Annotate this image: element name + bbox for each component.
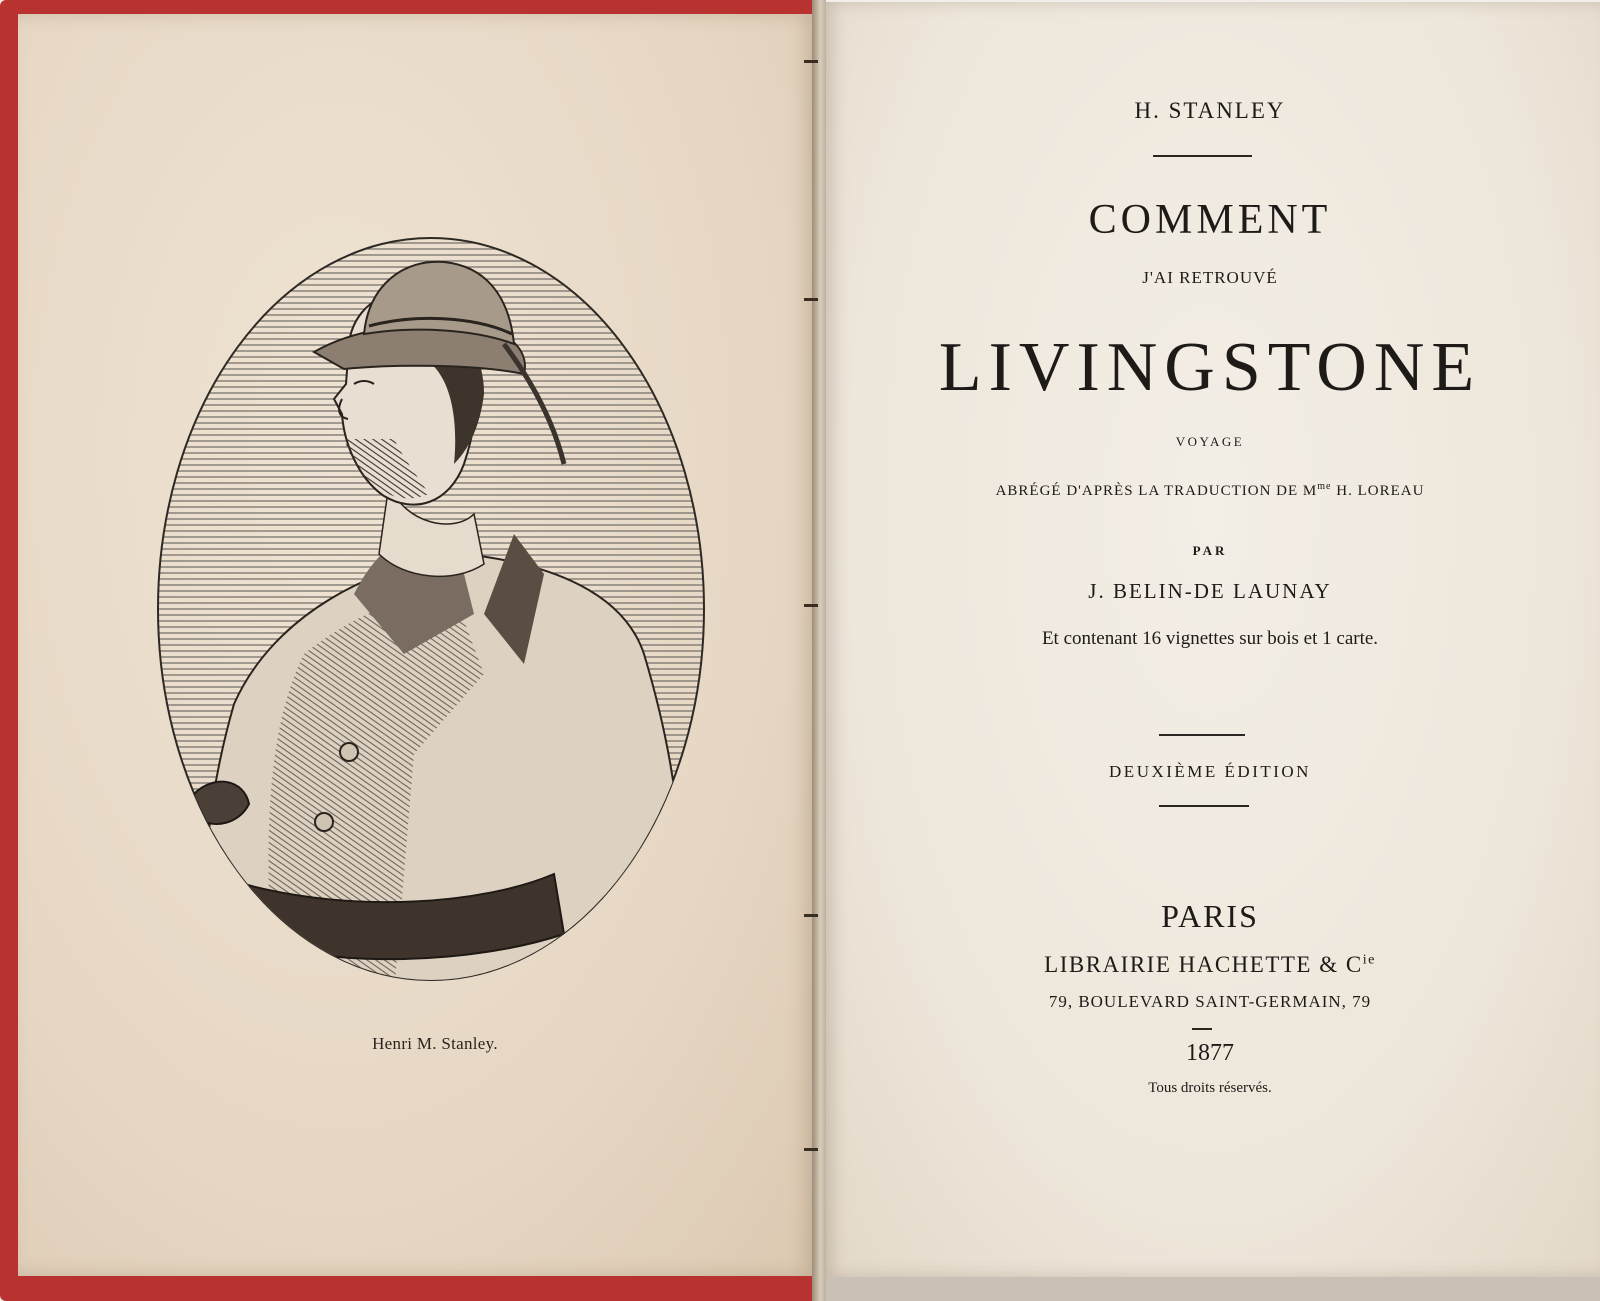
binding-stitch: [804, 1148, 818, 1151]
publisher-superscript: ie: [1362, 952, 1376, 968]
author-name: H. STANLEY: [1134, 98, 1286, 123]
divider-rule: [1159, 805, 1249, 807]
publication-city: PARIS: [1161, 898, 1259, 934]
publisher-line: [820, 952, 1600, 978]
abridgement-line: [820, 481, 1600, 500]
title-line-1: COMMENT: [1088, 197, 1332, 243]
binding-stitch: [804, 298, 818, 301]
publication-year: 1877: [1186, 1040, 1234, 1066]
divider-rule: [1153, 155, 1252, 157]
publisher-name: LIBRAIRIE HACHETTE & C: [1044, 952, 1363, 977]
contents-note: Et contenant 16 vignettes sur bois et 1 carte.: [1041, 628, 1379, 649]
portrait-illustration: [154, 234, 708, 984]
divider-rule: [1192, 1028, 1212, 1030]
main-title: LIVINGSTONE: [938, 329, 1482, 406]
divider-rule: [1159, 734, 1245, 736]
binding-stitch: [804, 914, 818, 917]
page-edge-strip: [820, 1277, 1600, 1301]
stanley-portrait-engraving: [154, 234, 708, 984]
by-label: PAR: [1192, 543, 1228, 558]
rights-notice: Tous droits réservés.: [1148, 1080, 1272, 1096]
abridgement-suffix: H. LOREAU: [1331, 483, 1425, 499]
publisher-address: 79, BOULEVARD SAINT-GERMAIN, 79: [1048, 992, 1372, 1011]
subtitle: VOYAGE: [1175, 434, 1245, 449]
binding-stitch: [804, 60, 818, 63]
editor-name: J. BELIN-DE LAUNAY: [1088, 579, 1332, 603]
abridgement-superscript: me: [1317, 481, 1332, 492]
abridgement-prefix: ABRÉGÉ D'APRÈS LA TRADUCTION DE M: [995, 483, 1318, 499]
binding-stitch: [804, 604, 818, 607]
title-line-2: J'AI RETROUVÉ: [1142, 268, 1278, 287]
portrait-caption: Henri M. Stanley.: [372, 1034, 498, 1053]
edition-label: DEUXIÈME ÉDITION: [1109, 762, 1311, 781]
